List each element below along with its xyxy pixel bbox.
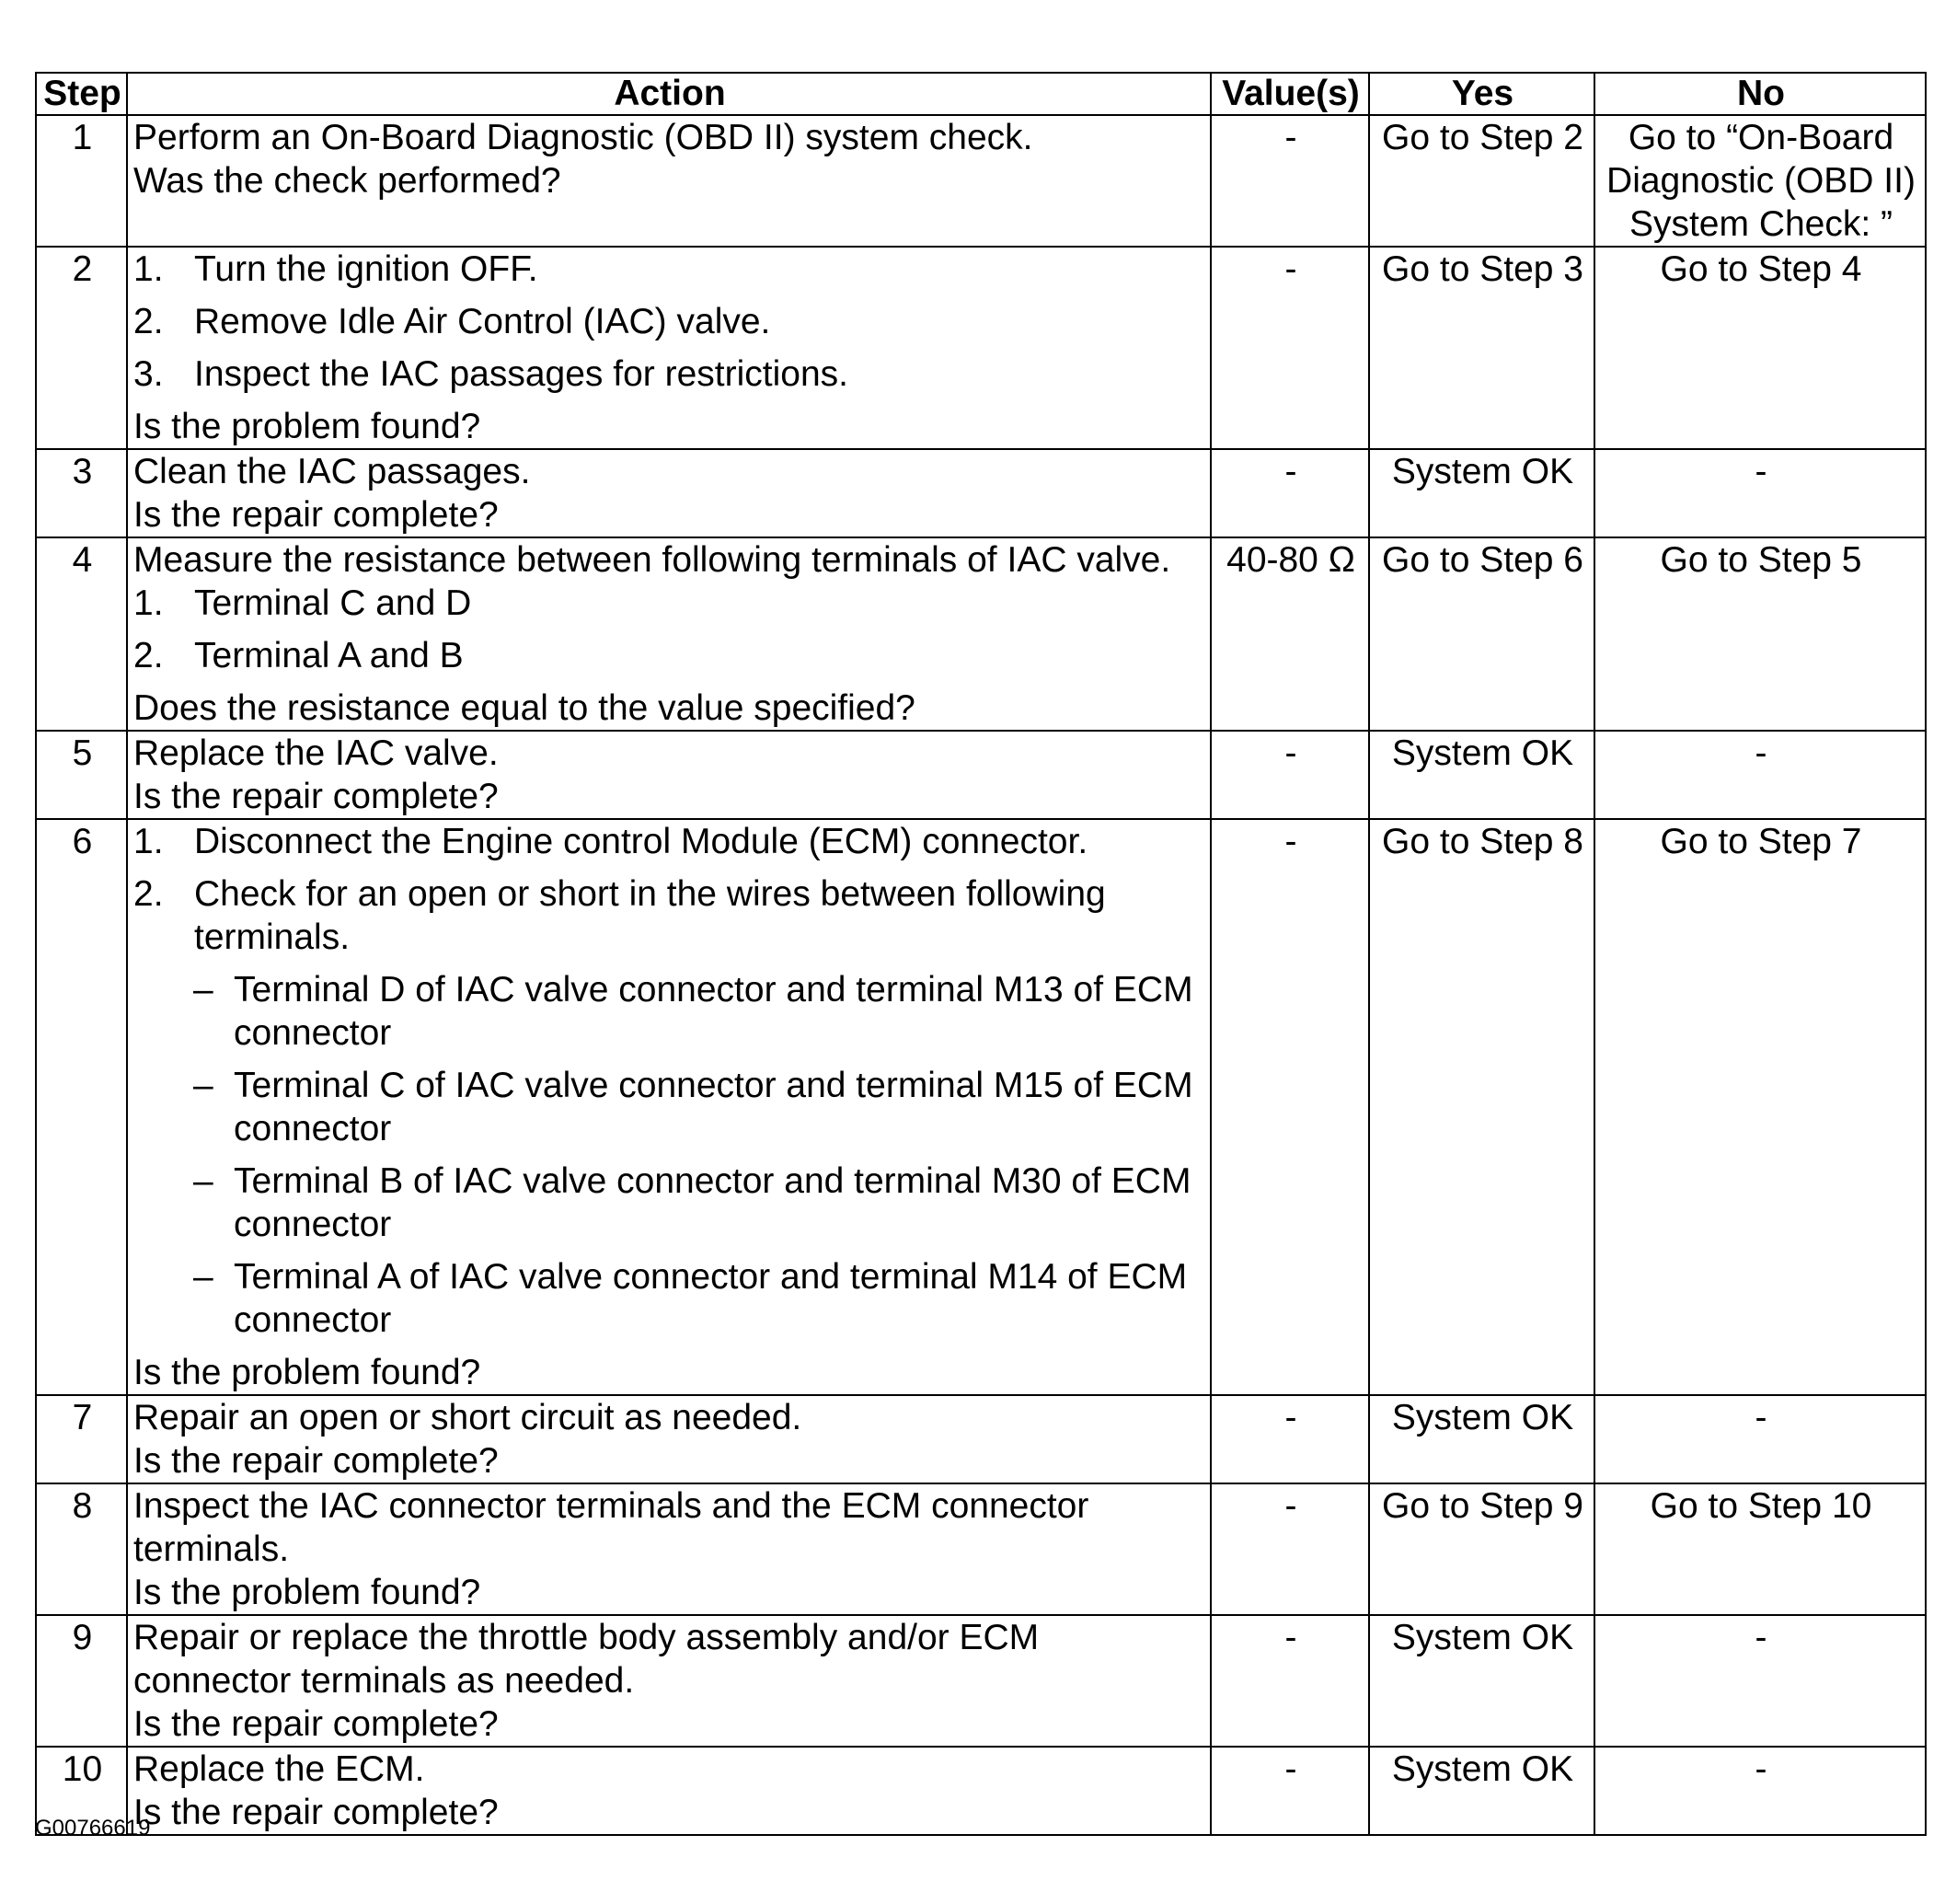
table-row [36, 1483, 1926, 1615]
table-row [36, 115, 1926, 247]
no-cell: - [1594, 1615, 1926, 1747]
action-question: Is the repair complete? [133, 495, 499, 535]
action-text: Repair an open or short circuit as needed. [133, 1398, 802, 1437]
yes-cell: System OK [1369, 449, 1594, 537]
action-step-item [133, 582, 1206, 625]
step-number: 9 [36, 1615, 127, 1747]
item-number: 1. [133, 249, 164, 289]
table-row [36, 731, 1926, 819]
action-step-item [133, 872, 1206, 959]
item-text: Terminal C and D [194, 583, 472, 623]
yes-cell: System OK [1369, 731, 1594, 819]
action-cell [127, 1615, 1211, 1747]
yes-cell: Go to Step 9 [1369, 1483, 1594, 1615]
action-cell [127, 1395, 1211, 1483]
dash-bullet: – [193, 1161, 213, 1201]
no-cell: Go to Step 4 [1594, 247, 1926, 449]
value-cell: - [1211, 1395, 1369, 1483]
action-question: Does the resistance equal to the value specified? [133, 688, 915, 728]
yes-cell: Go to Step 6 [1369, 537, 1594, 731]
action-question: Is the problem found? [133, 1353, 481, 1392]
action-step-item [133, 820, 1206, 863]
value-cell: - [1211, 449, 1369, 537]
action-cell [127, 115, 1211, 247]
header-step: Step [36, 73, 127, 115]
yes-cell: Go to Step 3 [1369, 247, 1594, 449]
action-text: Repair or replace the throttle body assembly and/or ECM connector terminals as needed. [133, 1618, 1040, 1701]
action-question: Is the repair complete? [133, 1441, 499, 1481]
dash-bullet: – [193, 970, 213, 1010]
sub-item-text: Terminal D of IAC valve connector and terminal M13 of ECM connector [234, 970, 1193, 1053]
header-no: No [1594, 73, 1926, 115]
item-number: 2. [133, 302, 164, 341]
no-cell: Go to Step 10 [1594, 1483, 1926, 1615]
action-step-item [133, 248, 1206, 291]
figure-id: G00766619 [35, 1816, 151, 1841]
sub-item-text: Terminal B of IAC valve connector and terminal M30 of ECM connector [234, 1161, 1191, 1244]
header-row [36, 73, 1926, 115]
header-yes: Yes [1369, 73, 1594, 115]
action-cell [127, 819, 1211, 1395]
yes-cell: Go to Step 2 [1369, 115, 1594, 247]
table-row [36, 1615, 1926, 1747]
item-text: Terminal A and B [194, 636, 464, 675]
step-number: 1 [36, 115, 127, 247]
step-number: 3 [36, 449, 127, 537]
header-values: Value(s) [1211, 73, 1369, 115]
table-row [36, 819, 1926, 1395]
value-cell: - [1211, 115, 1369, 247]
action-question: Is the repair complete? [133, 777, 499, 816]
item-number: 1. [133, 583, 164, 623]
item-number: 2. [133, 636, 164, 675]
item-number: 2. [133, 874, 164, 914]
action-text: Perform an On-Board Diagnostic (OBD II) system check. [133, 118, 1033, 157]
value-cell: - [1211, 1615, 1369, 1747]
no-cell: - [1594, 449, 1926, 537]
item-number: 3. [133, 354, 164, 394]
table-row [36, 449, 1926, 537]
action-text: Replace the ECM. [133, 1749, 425, 1789]
action-sub-item [133, 968, 1206, 1055]
value-cell: - [1211, 731, 1369, 819]
item-text: Check for an open or short in the wires between following terminals. [194, 874, 1106, 957]
table-row [36, 1395, 1926, 1483]
table-body [36, 115, 1926, 1835]
value-cell: - [1211, 247, 1369, 449]
step-number: 4 [36, 537, 127, 731]
dash-bullet: – [193, 1257, 213, 1297]
dash-bullet: – [193, 1066, 213, 1105]
action-step-item [133, 300, 1206, 343]
value-cell: - [1211, 1747, 1369, 1835]
action-sub-item [133, 1160, 1206, 1246]
no-cell: Go to Step 5 [1594, 537, 1926, 731]
step-number: 7 [36, 1395, 127, 1483]
action-question: Is the repair complete? [133, 1704, 499, 1744]
action-question: Is the repair complete? [133, 1793, 499, 1832]
action-text: Measure the resistance between following terminals of IAC valve. [133, 540, 1171, 580]
step-number: 5 [36, 731, 127, 819]
yes-cell: System OK [1369, 1395, 1594, 1483]
step-number: 10 [36, 1747, 127, 1835]
yes-cell: System OK [1369, 1747, 1594, 1835]
action-cell [127, 449, 1211, 537]
item-text: Remove Idle Air Control (IAC) valve. [194, 302, 771, 341]
value-cell: - [1211, 819, 1369, 1395]
action-question: Is the problem found? [133, 407, 481, 446]
diagnostic-table [35, 72, 1927, 1836]
no-cell: - [1594, 731, 1926, 819]
action-cell [127, 1483, 1211, 1615]
action-text: Clean the IAC passages. [133, 452, 531, 491]
no-cell: Go to “On-Board Diagnostic (OBD II) System Check: ” [1594, 115, 1926, 247]
action-question: Was the check performed? [133, 161, 561, 201]
sub-item-text: Terminal A of IAC valve connector and terminal M14 of ECM connector [234, 1257, 1188, 1340]
action-cell [127, 247, 1211, 449]
action-cell [127, 731, 1211, 819]
table-row [36, 1747, 1926, 1835]
header-action: Action [127, 73, 1211, 115]
step-number: 6 [36, 819, 127, 1395]
action-cell [127, 1747, 1211, 1835]
item-text: Disconnect the Engine control Module (ECM) connector. [194, 822, 1088, 861]
action-text: Replace the IAC valve. [133, 733, 499, 773]
step-number: 2 [36, 247, 127, 449]
action-sub-item [133, 1064, 1206, 1150]
value-cell: 40-80 Ω [1211, 537, 1369, 731]
no-cell: - [1594, 1747, 1926, 1835]
no-cell: - [1594, 1395, 1926, 1483]
sub-item-text: Terminal C of IAC valve connector and terminal M15 of ECM connector [234, 1066, 1193, 1148]
item-number: 1. [133, 822, 164, 861]
table-row [36, 247, 1926, 449]
action-step-item [133, 634, 1206, 677]
value-cell: - [1211, 1483, 1369, 1615]
yes-cell: System OK [1369, 1615, 1594, 1747]
item-text: Turn the ignition OFF. [194, 249, 538, 289]
yes-cell: Go to Step 8 [1369, 819, 1594, 1395]
no-cell: Go to Step 7 [1594, 819, 1926, 1395]
step-number: 8 [36, 1483, 127, 1615]
action-cell [127, 537, 1211, 731]
item-text: Inspect the IAC passages for restrictions. [194, 354, 848, 394]
table-row [36, 537, 1926, 731]
action-text: Inspect the IAC connector terminals and the ECM connector terminals. [133, 1486, 1089, 1569]
action-sub-item [133, 1255, 1206, 1342]
action-question: Is the problem found? [133, 1573, 481, 1612]
action-step-item [133, 352, 1206, 396]
